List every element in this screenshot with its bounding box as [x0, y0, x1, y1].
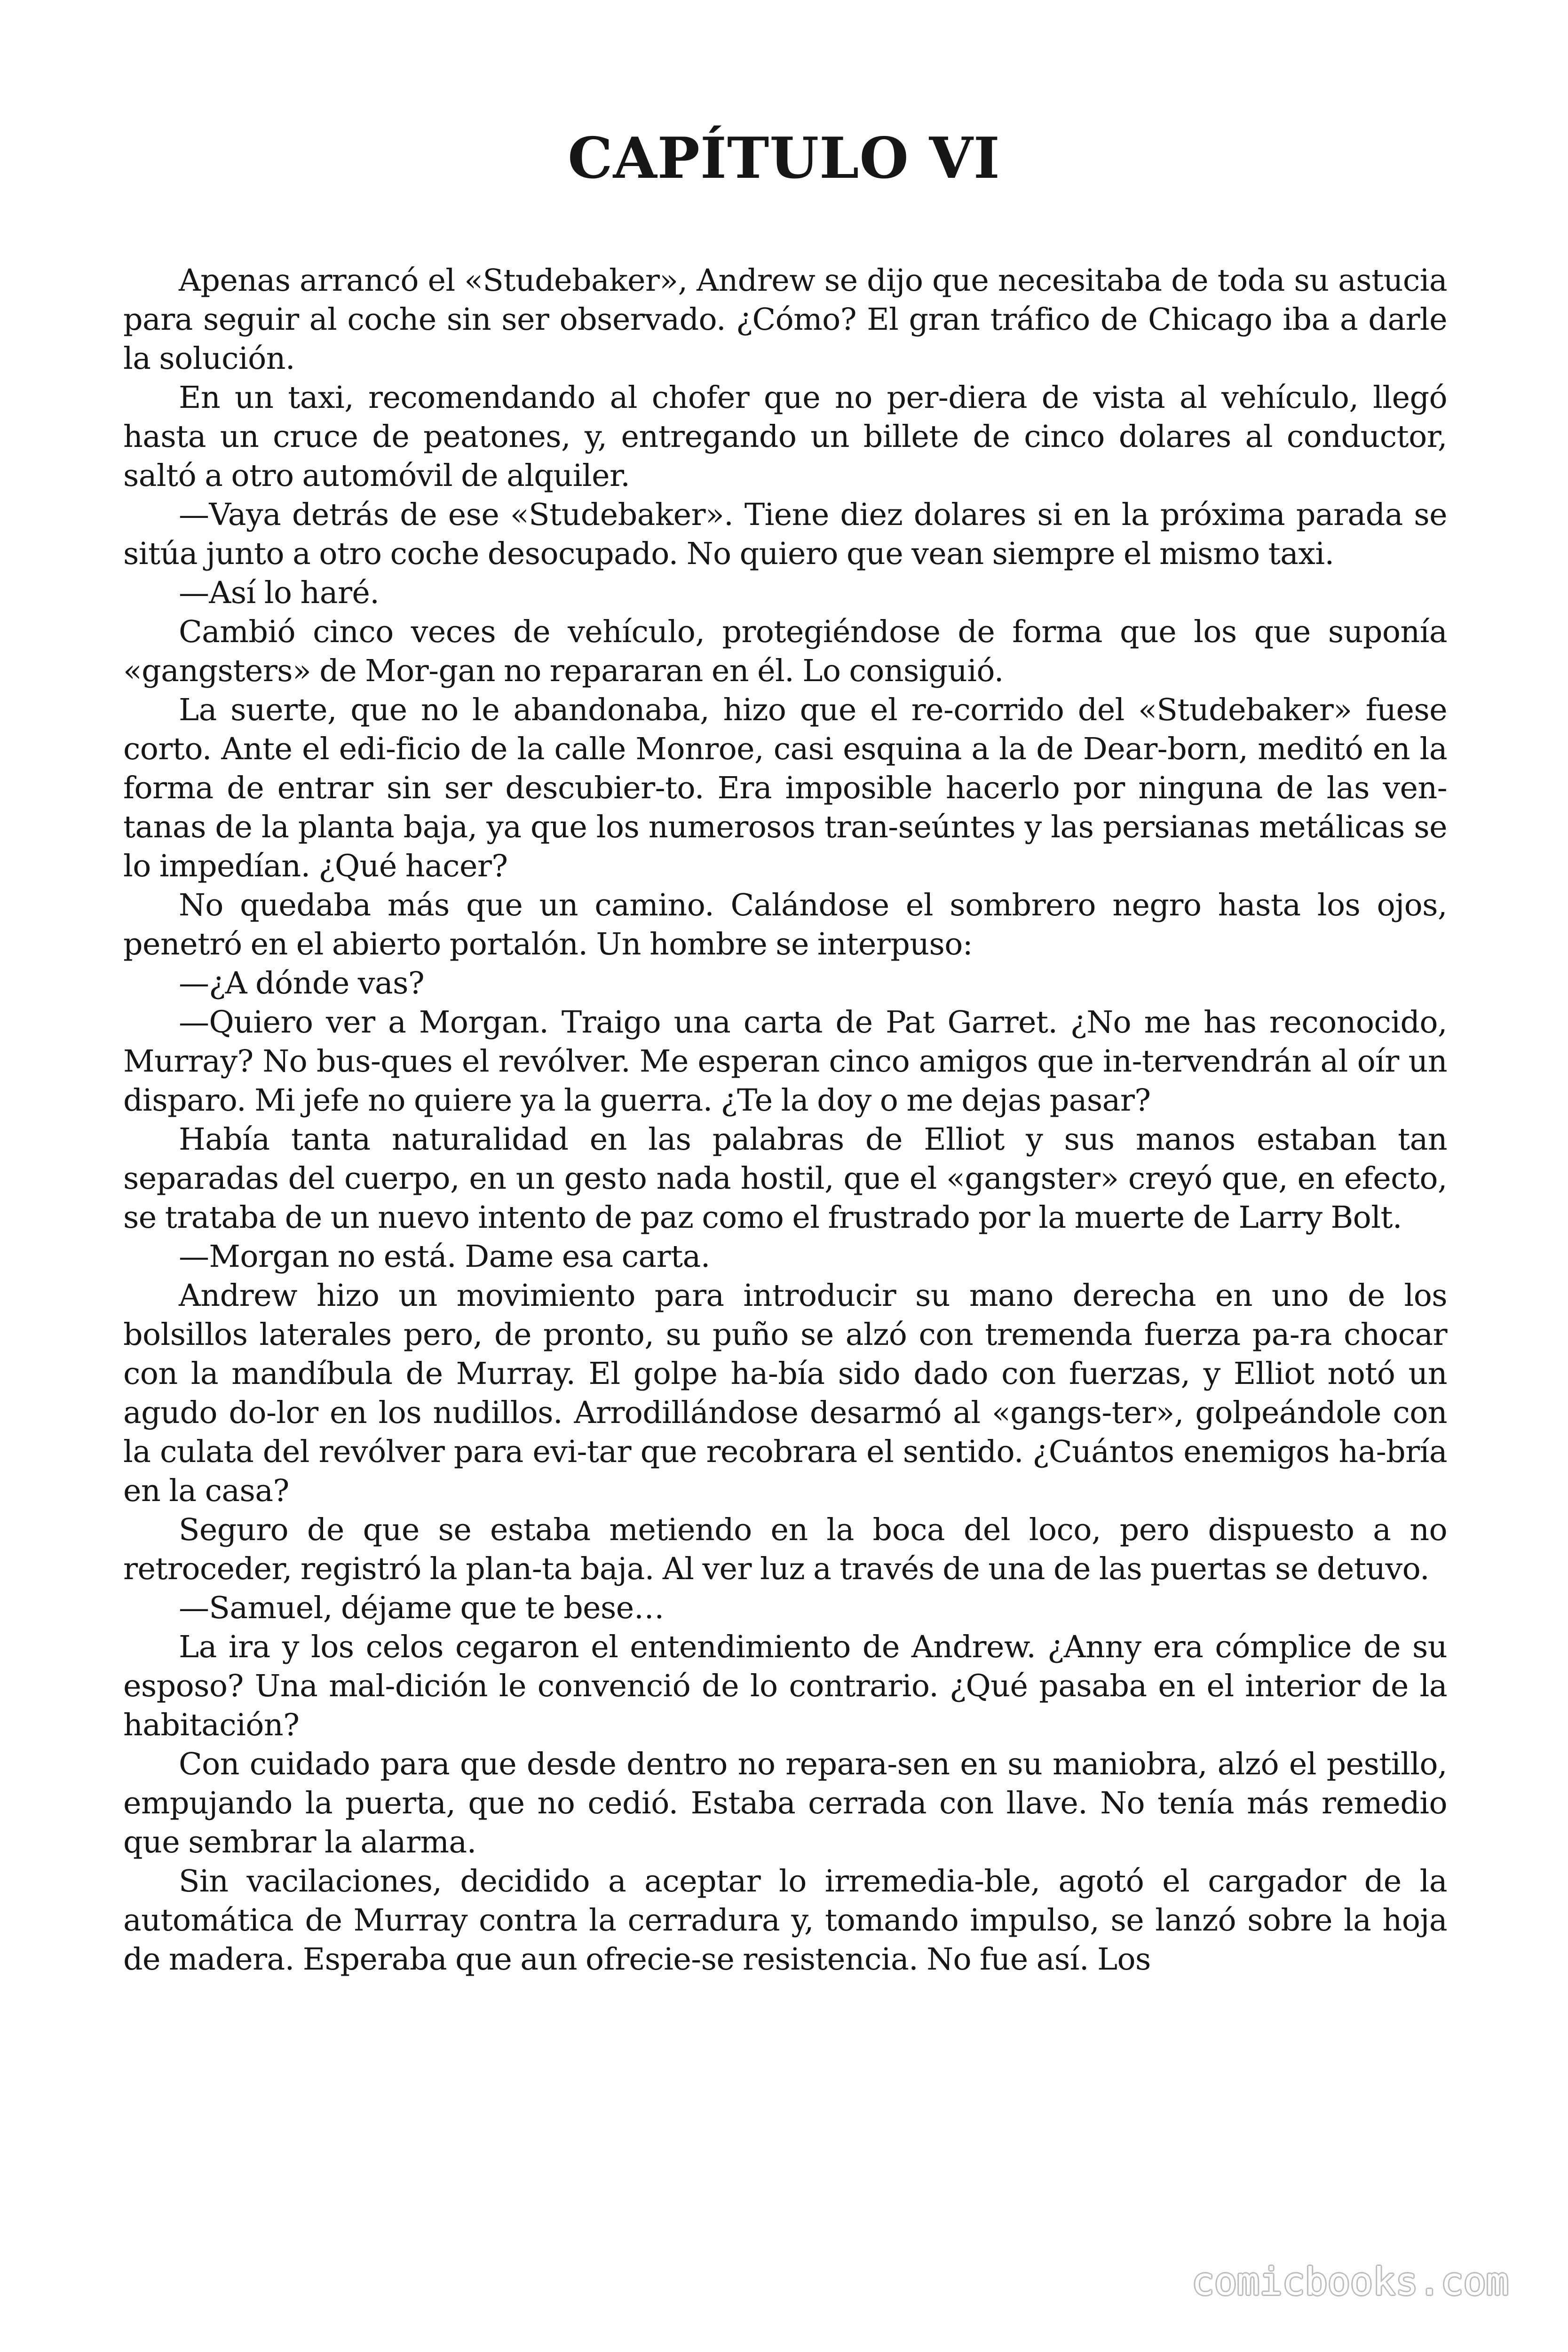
paragraph: —Quiero ver a Morgan. Traigo una carta de Pat Garret. ¿No me has reconocido, Murray? No bus-ques el revólver. Me esperan cinco amigos que in-tervendrán al oír un disparo. Mi jefe no quiere ya la guerra. ¿Te la doy o me dejas pasar?	[123, 1005, 1447, 1118]
chapter-title: CAPÍTULO VI	[568, 125, 1000, 191]
paragraph: Sin vacilaciones, decidido a aceptar lo irremedia-ble, agotó el cargador de la automática de Murray contra la cerradura y, tomando impulso, se lanzó sobre la hoja de madera. Esperaba que aun ofrecie-se resistencia. No fue así. Los	[123, 1864, 1447, 1977]
paragraph: En un taxi, recomendando al chofer que no per-diera de vista al vehículo, llegó hasta un cruce de peatones, y, entregando un billete de cinco dolares al conductor, saltó a otro automóvil de alquiler.	[123, 380, 1447, 493]
paragraph: —Así lo haré.	[179, 575, 380, 611]
paragraph: La ira y los celos cegaron el entendimiento de Andrew. ¿Anny era cómplice de su esposo? Una mal-dición le convenció de lo contrario. ¿Qué pasaba en el interior de la habitación?	[123, 1629, 1447, 1743]
paragraph: —Vaya detrás de ese «Studebaker». Tiene diez dolares si en la próxima parada se sitúa junto a otro coche desocupado. No quiero que vean siempre el mismo taxi.	[123, 497, 1447, 572]
paragraph: No quedaba más que un camino. Calándose el sombrero negro hasta los ojos, penetró en el abierto portalón. Un hombre se interpuso:	[123, 888, 1447, 962]
paragraph: Con cuidado para que desde dentro no repara-sen en su maniobra, alzó el pestillo, empujando la puerta, que no cedió. Estaba cerrada con llave. No tenía más remedio que sembrar la alarma.	[123, 1747, 1447, 1860]
paragraph: —Samuel, déjame que te bese…	[179, 1590, 665, 1626]
body-text	[123, 261, 1447, 1979]
paragraph: La suerte, que no le abandonaba, hizo que el re-corrido del «Studebaker» fuese corto. Ante el edi-ficio de la calle Monroe, casi esquina a la de Dear-born, meditó en la forma de entrar sin ser descubier-to. Era imposible hacerlo por ninguna de las ven-tanas de la planta baja, ya que los numerosos tran-seúntes y las persianas metálicas se lo impedían. ¿Qué hacer?	[123, 692, 1447, 884]
paragraph: Apenas arrancó el «Studebaker», Andrew se dijo que necesitaba de toda su astucia para seguir al coche sin ser observado. ¿Cómo? El gran tráfico de Chicago iba a darle la solución.	[123, 263, 1447, 376]
paragraph: Andrew hizo un movimiento para introducir su mano derecha en uno de los bolsillos laterales pero, de pronto, su puño se alzó con tremenda fuerza pa-ra chocar con la mandíbula de Murray. El golpe ha-bía sido dado con fuerzas, y Elliot notó un agudo do-lor en los nudillos. Arrodillándose desarmó al «gangs-ter», golpeándole con la culata del revólver para evi-tar que recobrara el sentido. ¿Cuántos enemigos ha-bría en la casa?	[123, 1278, 1447, 1509]
paragraph: Cambió cinco veces de vehículo, protegiéndose de forma que los que suponía «gangsters» de Mor-gan no repararan en él. Lo consiguió.	[123, 614, 1447, 689]
watermark: comicbooks.com	[1191, 2260, 1509, 2304]
paragraph: Seguro de que se estaba metiendo en la boca del loco, pero dispuesto a no retroceder, registró la plan-ta baja. Al ver luz a través de una de las puertas se detuvo.	[123, 1512, 1447, 1587]
paragraph: —Morgan no está. Dame esa carta.	[179, 1239, 710, 1274]
paragraph: Había tanta naturalidad en las palabras de Elliot y sus manos estaban tan separadas del cuerpo, en un gesto nada hostil, que el «gangster» creyó que, en efecto, se trataba de un nuevo intento de paz como el frustrado por la muerte de Larry Bolt.	[123, 1122, 1447, 1235]
paragraph: —¿A dónde vas?	[179, 966, 425, 1001]
